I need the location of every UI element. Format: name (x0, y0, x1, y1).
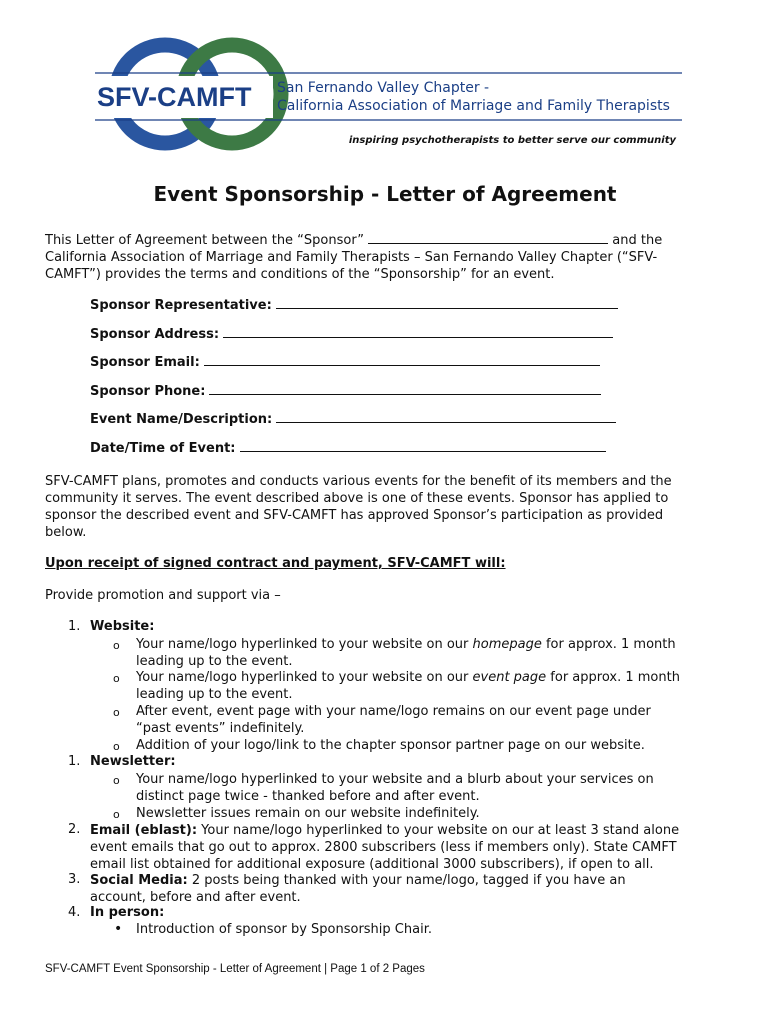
logo-chapter-line: San Fernando Valley Chapter - (277, 80, 490, 96)
field-event-name: Event Name/Description: (90, 410, 616, 427)
website-bullet-1: Your name/logo hyperlinked to your website on our homepage for approx. 1 month leading up to the event. (136, 637, 676, 669)
bullet-icon: o (113, 808, 120, 821)
page-footer: SFV-CAMFT Event Sponsorship - Letter of Agreement | Page 1 of 2 Pages (45, 963, 425, 975)
field-blank (223, 325, 613, 338)
field-sponsor-phone: Sponsor Phone: (90, 382, 601, 399)
field-sponsor-address: Sponsor Address: (90, 325, 613, 342)
list-label-in-person: In person: (90, 905, 165, 920)
newsletter-bullet-2: Newsletter issues remain on our website indefinitely. (136, 806, 480, 821)
intro-line-1a: This Letter of Agreement between the “Sponsor” (45, 233, 364, 248)
field-blank (276, 410, 616, 423)
field-blank (209, 382, 601, 395)
newsletter-bullet-1: Your name/logo hyperlinked to your website and a blurb about your services on distinct page twice - thanked before and after event. (136, 772, 654, 804)
bullet-icon: o (113, 774, 120, 787)
list-number: 3. (68, 872, 81, 887)
list-label-website: Website: (90, 619, 155, 634)
list-item-social: Social Media: 2 posts being thanked with your name/logo, tagged if you have an account, before and after event. (90, 873, 626, 905)
field-blank (240, 439, 606, 452)
list-number: 1. (68, 619, 81, 634)
obligations-heading: Upon receipt of signed contract and payment, SFV-CAMFT will: (45, 556, 506, 571)
field-sponsor-email: Sponsor Email: (90, 353, 600, 370)
sfv-camft-logo (90, 36, 690, 154)
logo-tagline: inspiring psychotherapists to better serve our community (348, 135, 676, 146)
list-number: 1. (68, 754, 81, 769)
list-item-email: Email (eblast): Your name/logo hyperlinked to your website on our at least 3 stand alone event emails that go out to approx. 2800 subscribers (less if members only). State CAMFT email list obtained for additional exposure (additional 3000 subscribers), if open to all. (90, 823, 680, 872)
list-label-newsletter: Newsletter: (90, 754, 176, 769)
field-sponsor-representative: Sponsor Representative: (90, 296, 618, 313)
field-blank (204, 353, 600, 366)
bullet-icon: o (113, 740, 120, 753)
logo-acronym: SFV-CAMFT (97, 82, 252, 112)
intro-line-1b: and the (612, 233, 663, 248)
field-blank (276, 296, 618, 309)
benefits-list (0, 619, 770, 937)
intro-line-2: California Association of Marriage and Family Therapists – San Fernando Valley Chapter (“SFV- (45, 250, 658, 265)
bullet-icon: o (113, 639, 120, 652)
website-bullet-4: Addition of your logo/link to the chapter sponsor partner page on our website. (136, 738, 645, 753)
list-number: 4. (68, 905, 81, 920)
website-bullet-3: After event, event page with your name/logo remains on our event page under “past events” indefinitely. (136, 704, 651, 736)
list-number: 2. (68, 822, 81, 837)
logo-association-line: California Association of Marriage and Family Therapists (277, 98, 670, 114)
bullet-icon: • (114, 921, 123, 937)
field-event-date-time: Date/Time of Event: (90, 439, 606, 456)
bullet-icon: o (113, 672, 120, 685)
description-paragraph: SFV-CAMFT plans, promotes and conducts various events for the benefit of its members and the community it serves. The event described above is one of these events. Sponsor has applied to sponsor the described event and SFV-CAMFT has approved Sponsor’s participation as provided below. (45, 474, 672, 540)
intro-line-3: CAMFT”) provides the terms and conditions of the “Sponsorship” for an event. (45, 267, 555, 282)
intro-paragraph (45, 231, 725, 283)
page-title: Event Sponsorship - Letter of Agreement (153, 182, 617, 206)
in-person-bullet-1: Introduction of sponsor by Sponsorship Chair. (136, 922, 432, 937)
bullet-icon: o (113, 706, 120, 719)
provide-line: Provide promotion and support via – (45, 588, 281, 603)
sponsor-name-blank (368, 231, 608, 244)
website-bullet-2: Your name/logo hyperlinked to your website on our event page for approx. 1 month leading up to the event. (136, 670, 680, 702)
